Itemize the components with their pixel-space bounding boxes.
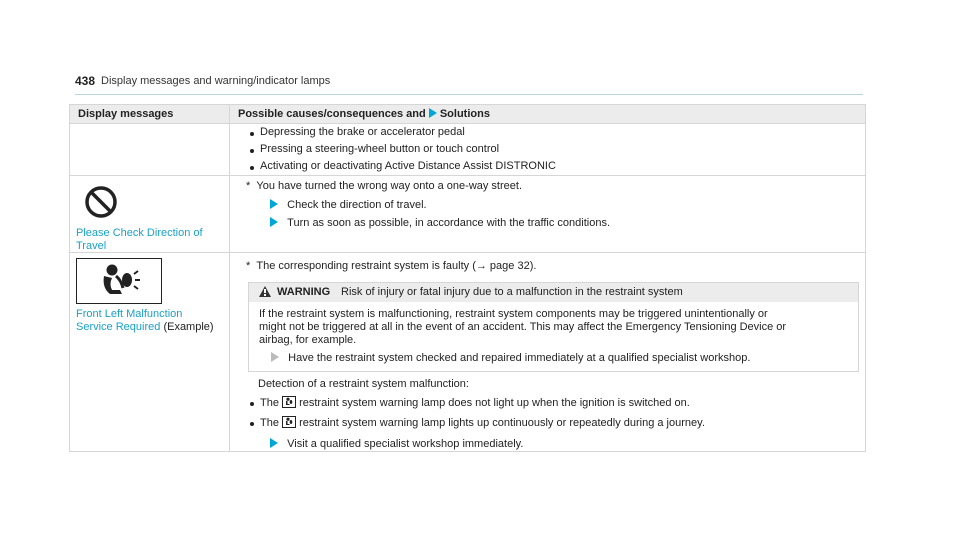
column-divider — [229, 105, 230, 451]
list-item — [260, 396, 690, 409]
airbag-lamp-icon — [282, 396, 296, 408]
airbag-warning-icon — [76, 258, 162, 304]
cause-label: You have turned the wrong way onto a one-way street. — [256, 180, 523, 192]
bullet-icon — [250, 149, 254, 153]
step-arrow-icon — [270, 438, 278, 448]
list-item: Depressing the brake or accelerator pedal — [260, 126, 465, 138]
list-item: Pressing a steering-wheel button or touch control — [260, 143, 500, 155]
solution-arrow-icon — [429, 108, 437, 118]
list-item: Activating or deactivating Active Distance Assist DISTRONIC — [260, 160, 556, 172]
warning-body-line: If the restraint system is malfunctioning, restraint system components may be triggered unintentionally or — [259, 308, 768, 320]
cause-text: * You have turned the wrong way onto a one-way street. — [246, 180, 523, 192]
solution-step — [270, 217, 610, 229]
warning-action-label: Have the restraint system checked and repaired immediately at a qualified specialist workshop. — [288, 352, 751, 364]
detection-heading: Detection of a restraint system malfunction: — [258, 378, 469, 390]
page-header — [75, 72, 863, 95]
column-header-solutions — [238, 108, 490, 120]
message-text: Travel — [76, 240, 107, 252]
solution-label: Visit a qualified specialist workshop immediately. — [287, 438, 524, 450]
step-arrow-icon — [270, 217, 278, 227]
cause-label: The corresponding restraint system is faulty (→ page 32). — [256, 260, 537, 272]
airbag-lamp-icon — [282, 416, 296, 428]
step-arrow-icon — [270, 199, 278, 209]
detection-pre: The — [260, 417, 279, 429]
list-item — [260, 416, 705, 429]
warning-action — [271, 352, 750, 364]
bullet-icon — [250, 132, 254, 136]
warning-body-line: might not be triggered at all in the event of an accident. This may affect the Emergency Tensioning Device or — [259, 321, 787, 333]
solution-label: Check the direction of travel. — [287, 199, 427, 211]
warning-triangle-icon — [259, 286, 271, 297]
column-header-causes: Possible causes/consequences and — [238, 108, 426, 120]
bullet-icon — [250, 402, 254, 406]
cause-text: * The corresponding restraint system is faulty (→ page 32). — [246, 260, 537, 272]
row-divider — [70, 175, 865, 176]
message-link: Service Required — [76, 321, 161, 333]
step-arrow-icon — [271, 352, 279, 362]
message-text: Front Left Malfunction — [76, 308, 183, 320]
warning-label: WARNING — [277, 286, 331, 298]
warning-box — [248, 282, 859, 372]
bullet-icon — [250, 166, 254, 170]
detection-post: restraint system warning lamp lights up continuously or repeatedly during a journey. — [299, 417, 705, 429]
messages-table — [69, 104, 866, 452]
detection-post: restraint system warning lamp does not light up when the ignition is switched on. — [299, 397, 690, 409]
bullet-icon — [250, 422, 254, 426]
table-header — [70, 105, 865, 124]
detection-pre: The — [260, 397, 279, 409]
solution-label: Turn as soon as possible, in accordance with the traffic conditions. — [287, 217, 611, 229]
warning-body-line: airbag, for example. — [259, 334, 357, 346]
warning-headline: Risk of injury or fatal injury due to a malfunction in the restraint system — [341, 286, 683, 298]
page-number: 438 — [75, 74, 96, 88]
row-divider — [70, 252, 865, 253]
solution-step — [270, 199, 427, 211]
column-header-messages: Display messages — [78, 108, 174, 120]
message-suffix: (Example) — [163, 321, 214, 333]
message-text: Please Check Direction of — [76, 227, 203, 239]
no-entry-icon — [84, 185, 118, 219]
column-header-solutions-label: Solutions — [439, 108, 490, 120]
message-text-row — [76, 321, 214, 333]
solution-step — [270, 438, 523, 450]
warning-header — [249, 283, 858, 302]
page-title: Display messages and warning/indicator lamps — [101, 75, 331, 87]
